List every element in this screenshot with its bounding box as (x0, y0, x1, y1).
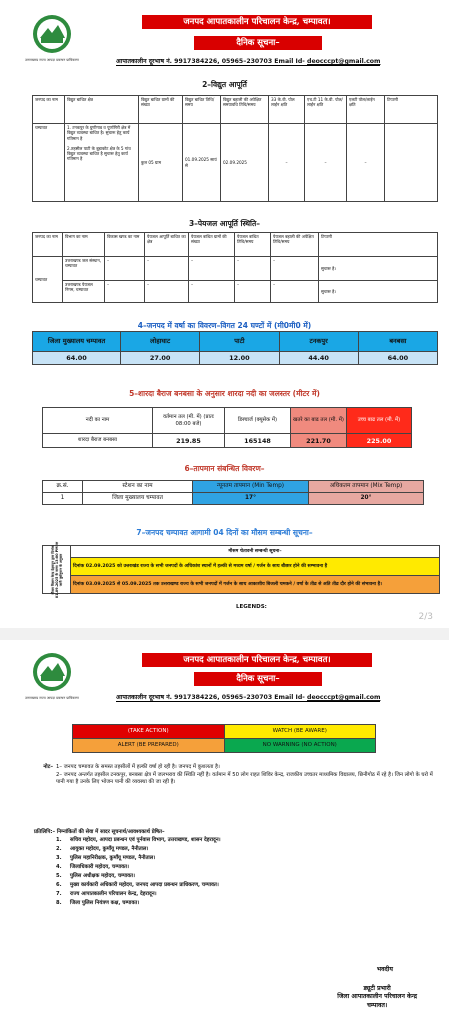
water-header-cell: पेयजल बहाली की अपेक्षित तिथि/समय (271, 233, 319, 257)
note-text: 2– जनपद अन्तर्गत तहसील टनकपुर, बनबसा क्षेत्र में जलभराव की स्थिति नहीं है। वर्तमान में 50 लोग राहत शिविर केन्द्र, राजकीय उच्चतर माध्यमिक विद्यालय, छिनीगोठ में रहे है। जिन लोगो के घरो में पानी गया है उनके लिए भोजन पानी की व्यवस्था की जा रही है। (56, 771, 433, 786)
water-table (32, 232, 438, 303)
water-restore: – (271, 257, 319, 281)
power-header-cell: विद्युत बाधित तिथि/समय (183, 96, 221, 124)
contact-line (116, 692, 380, 702)
forecast-side-label: मौसम विज्ञान केन्द्र देहरादून द्वारा दिनांक 01.09.2025 के समय 13:00 PM पर जारी पूर्वानुमान के अनुसार (50, 541, 63, 598)
temp-header-max: अधिकतम तापमान (Mix Temp) (309, 481, 424, 493)
signature-regards: भवदीय (376, 966, 393, 973)
power-villages: कुल 05 ग्राम (139, 124, 183, 202)
header-subtitle: दैनिक सूचना– (194, 36, 322, 50)
rain-value: 12.00 (200, 352, 279, 365)
temp-min: 17° (193, 493, 309, 505)
water-villages: – (189, 281, 235, 303)
forecast-warning-head: मौसम चेतावनी सम्बन्धी सूचना– (71, 546, 440, 558)
water-district: चम्पावत (33, 257, 63, 303)
copy-item: 3. पुलिस महानिरीक्षक, कुमाँयू मण्डल, नैनीताल। (56, 855, 156, 861)
rain-header-cell: जिला मुख्यालय चम्पावत (33, 332, 121, 352)
power-date-time: 01.09.2025 सायं से (183, 124, 221, 202)
note-item (34, 764, 438, 772)
water-area: – (145, 257, 189, 281)
power-lt: – (347, 124, 385, 202)
forecast-line-2: दिनांक 03.09.2025 से 05.09.2025 तक उत्तराखण्ड राज्य के सभी जनपदों में गर्जन के साथ आकाशीय बिजली चमकने / वर्षा के तीव्र से अति तीव्र दौर होने की संभावना है। (71, 576, 440, 594)
note-text: 1– जनपद चम्पावत के समस्त तहसीलों में हल्की वर्षा हो रही है। जनपद में कुशलता है। (56, 764, 220, 770)
power-remark (385, 124, 438, 202)
power-area-2: 2.तहसील पाटी के बुड़ाकोट क्षेत्र के 5 गांव विद्युत व्यवस्था बाधित है सुचारू हेतु कार्य गतिमान है (67, 145, 131, 162)
power-restore: 02.09.2025 (221, 124, 269, 202)
rain-header-cell: टनकपुर (279, 332, 358, 352)
rain-value: 64.00 (358, 352, 437, 365)
copy-title: प्रतिलिपि:– निम्नांकितों की सेवा में सादर सूचनार्थ/आवश्यकार्थ प्रेषित– (34, 829, 165, 835)
temp-max: 20° (309, 493, 424, 505)
river-discharge: 165148 (225, 434, 291, 448)
logo-caption: उत्तराखण्ड राज्य आपदा प्रबन्धन प्राधिकरण (25, 58, 79, 62)
copy-item: 7. राज्य आपातकालीन परिचालन केन्द्र, देहरादून। (56, 891, 157, 897)
legend-no-warning: NO WARNING (NO ACTION) (224, 739, 376, 753)
power-header-cell: एच.टी 11 के.वी. पोल/लाईन क्षति (305, 96, 347, 124)
contact-line (116, 56, 380, 66)
legend-alert: ALERT (BE PREPARED) (73, 739, 225, 753)
temp-table (42, 480, 424, 505)
rain-table (32, 331, 438, 365)
copy-list (56, 836, 221, 908)
copy-item: 8. जिला पुलिस नियंत्रण कक्ष, चम्पावत। (56, 900, 140, 906)
temp-header-cell: क्र.सं. (43, 481, 83, 493)
river-table (42, 407, 412, 448)
forecast-line-1: दिनांक 02.09.2025 को उत्तराखंड राज्य के सभी जनपदों के अधिकांश स्थानों में हल्की से मध्यम वर्षा / गर्जन के साथ बौछार होने की सम्भावना है (71, 558, 440, 576)
copy-item: 6. मुख्य कार्यकारी अधिकारी महोदय, जनपद आपदा प्रबन्धन प्राधिकरण, चम्पावत। (56, 882, 219, 888)
usdma-logo (32, 652, 72, 692)
copy-item: 1. सचिव महोदय, आपदा प्रबन्धन एवं पुर्नवास विभाग, उत्तराखण्ड, शासन देहरादून। (56, 837, 221, 843)
rain-value: 27.00 (121, 352, 200, 365)
logo-caption: उत्तराखण्ड राज्य आपदा प्रबन्धन प्राधिकरण (25, 696, 79, 700)
power-header-cell: 33 के.वी. पोल लाईन क्षति (269, 96, 305, 124)
email-link[interactable]: deocccpt@gmail.com (307, 694, 381, 701)
report-page-2 (6, 0, 443, 628)
rain-header-cell: पाटी (200, 332, 279, 352)
power-area-1: 1. टनकपुर के ग्रुणीगाड व पूर्णागिरी क्षेत्र में विद्युत व्यवस्था बाधित है। सुचारू हेतु कार्य गतिमान है (67, 125, 131, 141)
temp-header-cell: स्टेशन का नाम (83, 481, 193, 493)
water-header-cell: पेयजल आपूर्ति बाधित का क्षेत्र (145, 233, 189, 257)
river-highflood-level: 225.00 (347, 434, 412, 448)
temp-title: 6–तापमान संबन्धित विवरण– (184, 464, 265, 473)
water-header-cell: पेयजल बाधित ग्रामों की संख्या (189, 233, 235, 257)
river-header-highflood: उच्च बाढ तल (मी. में) (347, 408, 412, 434)
water-block: – (105, 257, 145, 281)
water-header-cell: विभाग का नाम (63, 233, 105, 257)
water-header-cell: पेयजल बाधित तिथि/समय (235, 233, 271, 257)
water-header-cell: जनपद का नाम (33, 233, 63, 257)
water-dept: उत्तराखण्ड जल संस्थान, चम्पावत (63, 257, 105, 281)
temp-station: जिला मुख्यालय चम्पावत (83, 493, 193, 505)
legend-table (72, 724, 376, 753)
water-remark: सुचारू है। (319, 281, 438, 303)
water-restore: – (271, 281, 319, 303)
page-separator (0, 628, 449, 640)
power-33kv: – (269, 124, 305, 202)
notes-block (34, 764, 438, 787)
river-title: 5–शारदा बैराज बनबसा के अनुसार शारदा नदी का जलस्तर (मीटर में) (129, 389, 320, 398)
forecast-side-cell (43, 541, 71, 598)
forecast-table (42, 541, 440, 598)
contact-prefix: आपातकालीन दूरभाष नं. 9917384226, 05965–230703 Email Id- (116, 58, 305, 65)
power-header-cell: जनपद का नाम (33, 96, 65, 124)
power-table (32, 95, 438, 202)
water-header-cell: विकास खण्ड का नाम (105, 233, 145, 257)
legend-watch: WATCH (BE AWARE) (224, 725, 376, 739)
water-villages: – (189, 257, 235, 281)
water-title: 3–पेयजल आपूर्ति स्थिति– (188, 219, 261, 228)
water-remark: सुचारू है। (319, 257, 438, 281)
water-date: – (235, 257, 271, 281)
river-name: शारदा बैराज बनबसा (43, 434, 153, 448)
water-area: – (145, 281, 189, 303)
river-danger-level: 221.70 (291, 434, 347, 448)
legend-take-action: (TAKE ACTION) (73, 725, 225, 739)
temp-sn: 1 (43, 493, 83, 505)
header-subtitle: दैनिक सूचना– (194, 672, 322, 686)
power-area-cell (65, 124, 139, 202)
river-header-cell: वर्तमान तल (मी. में) (प्रातः 08:00 बजे) (153, 408, 225, 434)
signature-block (337, 985, 417, 1010)
power-11kv: – (305, 124, 347, 202)
forecast-title: 7–जनपद चम्पावत आगामी 04 दिनों का मौसम सम्बन्धी सूचना– (136, 528, 313, 537)
signature-line-2: जिला आपातकालीन परिचालन केन्द्र (337, 993, 417, 1001)
water-block: – (105, 281, 145, 303)
rain-header-cell: बनबसा (358, 332, 437, 352)
header-title: जनपद आपातकालीन परिचालन केन्द्र, चम्पावत। (142, 15, 372, 29)
rain-header-cell: लोहाघाट (121, 332, 200, 352)
river-level: 219.85 (153, 434, 225, 448)
power-title: 2–विद्युत आपूर्ति (202, 80, 247, 89)
contact-prefix: आपातकालीन दूरभाष नं. 9917384226, 05965–230703 Email Id- (116, 694, 305, 701)
river-header-cell: नदी का नाम (43, 408, 153, 434)
power-header-cell: विद्युत बाधित क्षेत्र (65, 96, 139, 124)
rain-title: 4–जनपद में वर्षा का विवरण–विगत 24 घण्टों में (मी0मी0 में) (137, 321, 312, 330)
river-header-cell: डिस्चार्ज (क्यूसेक में) (225, 408, 291, 434)
report-page-3 (6, 640, 443, 1024)
copy-item: 2. आयुक्त महोदय, कुमाँयू मण्डल, नैनीताल। (56, 846, 149, 852)
power-header-cell: टिप्पणी (385, 96, 438, 124)
copy-item: 5. पुलिस अधीक्षक महोदय, चम्पावत। (56, 873, 135, 879)
power-header-cell: विद्युत बाधित ग्रामों की संख्या (139, 96, 183, 124)
water-dept: उत्तराखण्ड पेयजल निगम, चम्पावत (63, 281, 105, 303)
water-header-cell: टिप्पणी (319, 233, 438, 257)
power-header-cell: एलटी पोल/लाईन क्षति (347, 96, 385, 124)
water-date: – (235, 281, 271, 303)
header-title: जनपद आपातकालीन परिचालन केन्द्र, चम्पावत। (142, 653, 372, 667)
copy-item: 4. जिलाधिकारी महोदय, चम्पावत। (56, 864, 129, 870)
notes-label: नोट– (43, 764, 53, 770)
temp-header-min: न्यूनतम तापमान (Min Temp) (193, 481, 309, 493)
note-item (34, 772, 438, 787)
usdma-logo (32, 14, 72, 54)
legends-label: LEGENDS: (236, 604, 267, 610)
signature-line-1: ड्यूटी प्रभारी (363, 985, 391, 992)
rain-value: 64.00 (33, 352, 121, 365)
rain-value: 44.40 (279, 352, 358, 365)
power-header-cell: विद्युत बहाली की अपेक्षित समयावधि तिथि/समय (221, 96, 269, 124)
page-number: 2/3 (418, 612, 433, 622)
river-header-danger: खतरे का बाढ तल (मी. में) (291, 408, 347, 434)
power-district: चम्पावत (33, 124, 65, 202)
signature-line-3: चम्पावत। (366, 1001, 388, 1009)
email-link[interactable]: deocccpt@gmail.com (307, 58, 381, 65)
